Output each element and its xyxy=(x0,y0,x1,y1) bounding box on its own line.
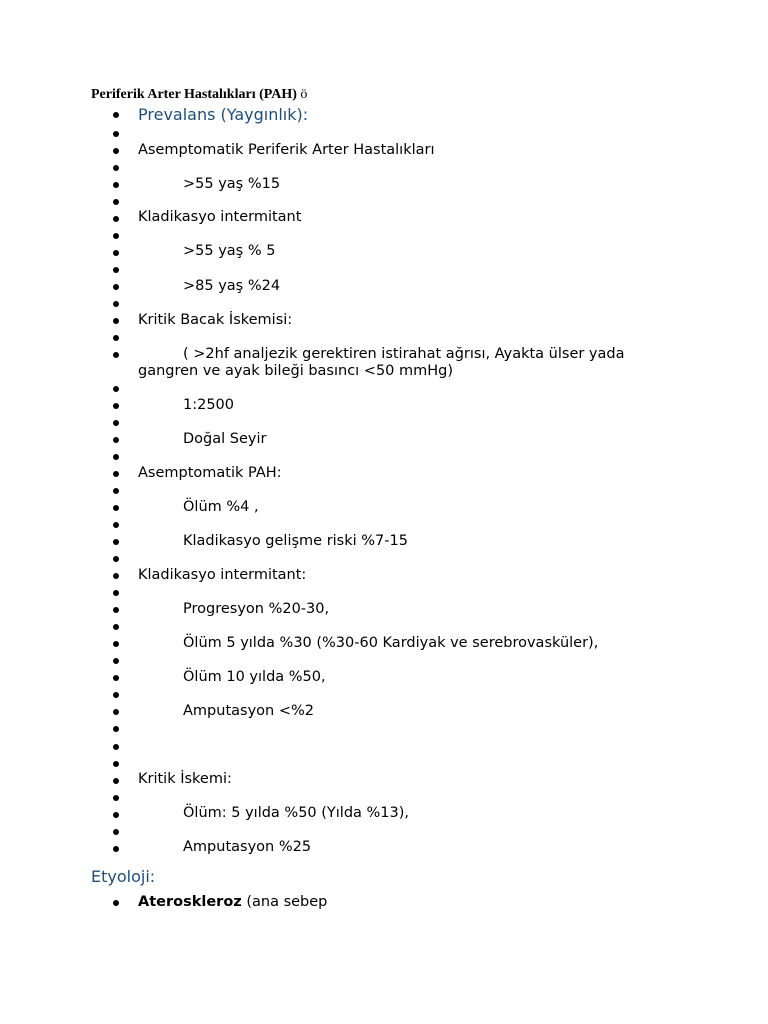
list-bullet xyxy=(113,590,119,596)
document-title xyxy=(91,86,307,104)
list-item xyxy=(138,894,327,911)
etiology-term: Ateroskleroz xyxy=(138,894,242,910)
list-bullet xyxy=(113,233,119,239)
list-bullet xyxy=(113,829,119,835)
list-bullet xyxy=(113,488,119,494)
list-item: Amputasyon <%2 xyxy=(183,703,314,719)
list-bullet xyxy=(113,352,119,358)
list-bullet xyxy=(113,744,119,750)
list-bullet xyxy=(113,216,119,222)
etiology-note: (ana sebep xyxy=(241,894,328,910)
list-item: Ölüm %4 , xyxy=(183,499,259,515)
list-bullet xyxy=(113,900,119,906)
list-bullet xyxy=(113,761,119,767)
list-bullet xyxy=(113,267,119,273)
list-bullet xyxy=(113,131,119,137)
list-bullet xyxy=(113,301,119,307)
list-bullet xyxy=(113,522,119,528)
list-bullet xyxy=(113,471,119,477)
list-bullet xyxy=(113,284,119,290)
list-item: Kladikasyo gelişme riski %7-15 xyxy=(183,533,408,549)
document-title-suffix: ö xyxy=(296,87,308,102)
list-item: >55 yaş % 5 xyxy=(183,243,276,259)
list-bullet xyxy=(113,454,119,460)
list-bullet xyxy=(113,692,119,698)
list-item: 1:2500 xyxy=(183,397,235,413)
list-bullet xyxy=(113,846,119,852)
prevalence-heading: Prevalans (Yaygınlık): xyxy=(138,105,309,124)
list-bullet xyxy=(113,607,119,613)
list-bullet xyxy=(113,420,119,426)
list-bullet xyxy=(113,709,119,715)
list-bullet xyxy=(113,812,119,818)
list-bullet xyxy=(113,318,119,324)
list-bullet xyxy=(113,182,119,188)
list-item: Ölüm 10 yılda %50, xyxy=(183,669,326,685)
list-bullet xyxy=(113,199,119,205)
list-bullet xyxy=(113,505,119,511)
document-title-text: Periferik Arter Hastalıkları (PAH) xyxy=(91,87,297,102)
list-bullet xyxy=(113,573,119,579)
critical-definition-text: ( >2hf analjezik gerektiren istirahat ağrısı, Ayakta ülser yada gangren ve ayak bileği basıncı <50 mmHg) xyxy=(138,346,625,379)
list-bullet xyxy=(113,165,119,171)
list-item: Asemptomatik Periferik Arter Hastalıkları xyxy=(138,142,435,158)
list-bullet xyxy=(113,641,119,647)
list-bullet xyxy=(113,556,119,562)
list-item: Amputasyon %25 xyxy=(183,839,312,855)
list-bullet xyxy=(113,624,119,630)
list-bullet xyxy=(113,250,119,256)
list-bullet xyxy=(113,658,119,664)
list-item: >55 yaş %15 xyxy=(183,176,281,192)
list-item: Kladikasyo intermitant: xyxy=(138,567,307,583)
etiology-heading: Etyoloji: xyxy=(91,867,156,886)
list-bullet xyxy=(113,112,119,118)
list-bullet xyxy=(113,726,119,732)
list-item: Kritik Bacak İskemisi: xyxy=(138,312,293,328)
list-item: Kladikasyo intermitant xyxy=(138,209,302,225)
list-item: Ölüm: 5 yılda %50 (Yılda %13), xyxy=(183,805,410,821)
list-bullet xyxy=(113,403,119,409)
list-item xyxy=(138,346,668,380)
list-item: Ölüm 5 yılda %30 (%30-60 Kardiyak ve serebrovasküler), xyxy=(183,635,599,651)
list-item: Kritik İskemi: xyxy=(138,771,232,787)
list-bullet xyxy=(113,437,119,443)
list-item: Progresyon %20-30, xyxy=(183,601,330,617)
list-item: Asemptomatik PAH: xyxy=(138,465,282,481)
list-bullet xyxy=(113,335,119,341)
list-bullet xyxy=(113,539,119,545)
list-item: >85 yaş %24 xyxy=(183,278,281,294)
list-bullet xyxy=(113,386,119,392)
list-bullet xyxy=(113,778,119,784)
list-bullet xyxy=(113,795,119,801)
list-item: Doğal Seyir xyxy=(183,431,267,447)
list-bullet xyxy=(113,148,119,154)
list-bullet xyxy=(113,675,119,681)
